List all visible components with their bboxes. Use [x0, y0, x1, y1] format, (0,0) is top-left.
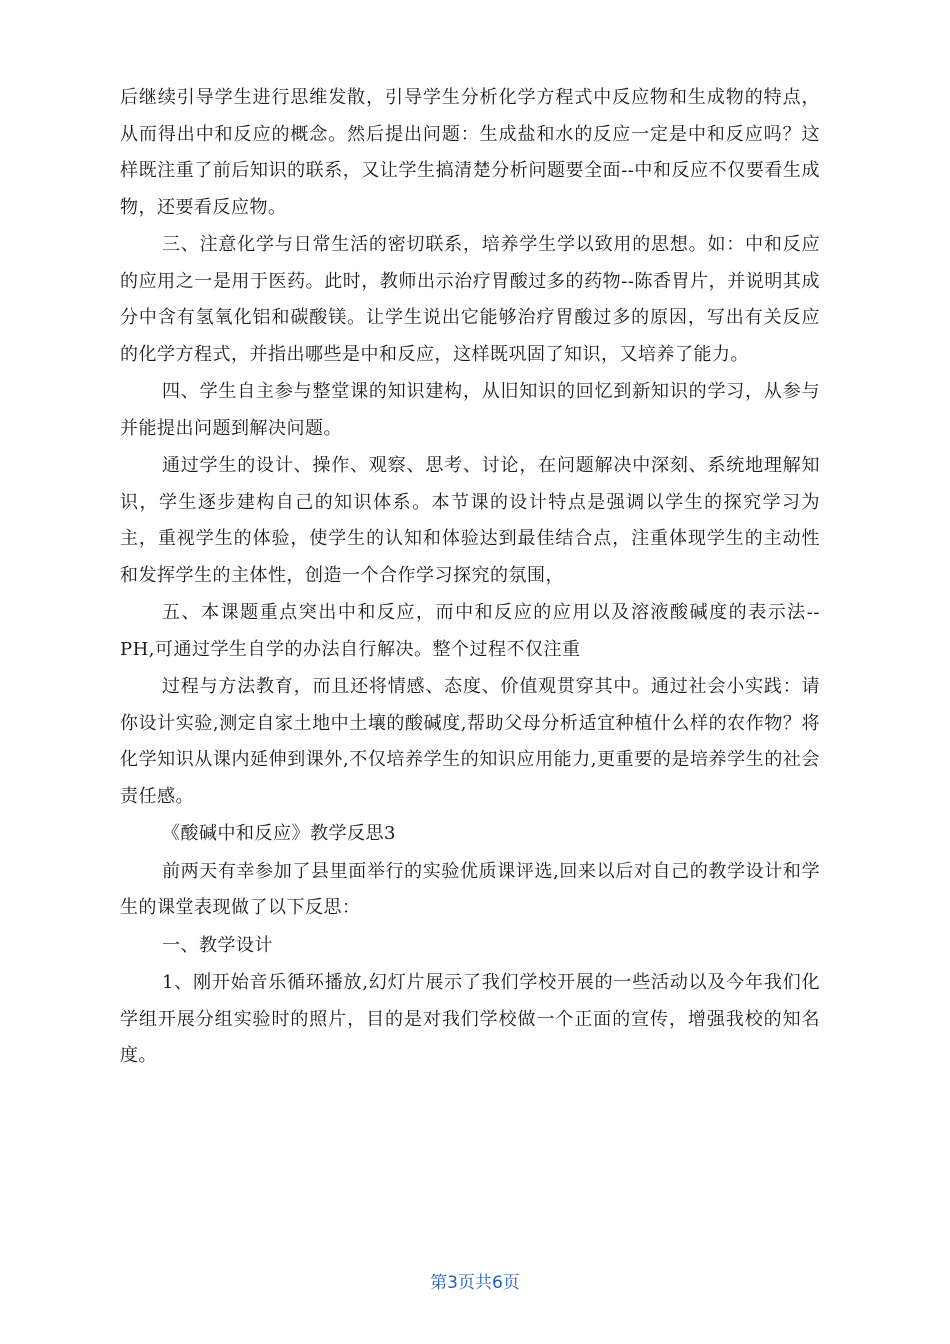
paragraph-point-four: 四、学生自主参与整堂课的知识建构，从旧知识的回忆到新知识的学习，从参与并能提出问题到解决问题。 — [120, 381, 820, 439]
paragraph-point-three: 三、注意化学与日常生活的密切联系，培养学生学以致用的思想。如：中和反应的应用之一是用于医药。此时，教师出示治疗胃酸过多的药物--陈香胃片，并说明其成分中含有氢氧化铝和碳酸镁。让学生说出它能够治疗胃酸过多的原因，写出有关反应的化学方程式，并指出哪些是中和反应，这样既巩固了知识，又培养了能力。 — [120, 234, 820, 365]
page-number-footer: 第3页共6页 — [430, 1273, 520, 1293]
paragraph-item-one: 1、刚开始音乐循环播放,幻灯片展示了我们学校开展的一些活动以及今年我们化学组开展分组实验时的照片，目的是对我们学校做一个正面的宣传，增强我校的知名度。 — [120, 972, 820, 1066]
paragraph-intro-reflection: 前两天有幸参加了县里面举行的实验优质课评选,回来以后对自己的教学设计和学生的课堂表现做了以下反思： — [120, 860, 820, 918]
paragraph-process-education: 过程与方法教育，而且还将情感、态度、价值观贯穿其中。通过社会小实践：请你设计实验,测定自家土地中土壤的酸碱度,帮助父母分析适宜种植什么样的农作物？将化学知识从课内延伸到课外,不仅培养学生的知识应用能力,更重要的是培养学生的社会责任感。 — [120, 676, 820, 807]
paragraph-continuation: 后继续引导学生进行思维发散，引导学生分析化学方程式中反应物和生成物的特点，从而得出中和反应的概念。然后提出问题：生成盐和水的反应一定是中和反应吗？这样既注重了前后知识的联系，又让学生搞清楚分析问题要全面--中和反应不仅要看生成物，还要看反应物。 — [120, 87, 820, 218]
paragraph-design-summary: 通过学生的设计、操作、观察、思考、讨论，在问题解决中深刻、系统地理解知识，学生逐步建构自己的知识体系。本节课的设计特点是强调以学生的探究学习为主，重视学生的体验，使学生的认知和体验达到最佳结合点，注重体现学生的主动性和发挥学生的主体性，创造一个合作学习探究的氛围， — [120, 455, 820, 586]
section-heading-reflection-3: 《酸碱中和反应》教学反思3 — [162, 823, 396, 844]
subheading-teaching-design: 一、教学设计 — [162, 934, 273, 956]
paragraph-point-five: 五、本课题重点突出中和反应，而中和反应的应用以及溶液酸碱度的表示法--PH,可通过学生自学的办法自行解决。整个过程不仅注重 — [120, 602, 820, 660]
document-body — [120, 80, 820, 1076]
